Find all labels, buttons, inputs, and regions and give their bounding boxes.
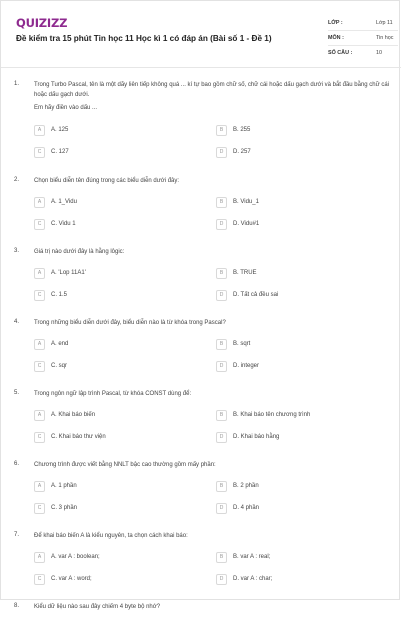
option-letter-box: B bbox=[216, 552, 227, 563]
option-letter-box: A bbox=[34, 197, 45, 208]
option-letter-box: C bbox=[34, 147, 45, 158]
option-text: D. 257 bbox=[233, 148, 251, 155]
option-letter-box: D bbox=[216, 574, 227, 585]
quizizz-logo: QUIZIZZ bbox=[16, 16, 68, 30]
meta-key: SỐ CÂU : bbox=[328, 50, 353, 56]
question-item bbox=[1, 172, 401, 243]
option-text: A. 125 bbox=[51, 126, 69, 133]
option-text: C. Khai báo thư viện bbox=[51, 433, 106, 440]
option-letter-box: C bbox=[34, 361, 45, 372]
option-text: A. 1_Vidu bbox=[51, 198, 77, 205]
meta-value: 10 bbox=[376, 50, 382, 56]
option-letter-box: C bbox=[34, 290, 45, 301]
option-text: C. sqr bbox=[51, 362, 68, 369]
question-text: Kiểu dữ liệu nào sau đây chiếm 4 byte bộ nhớ? bbox=[34, 604, 161, 610]
option-letter-box: B bbox=[216, 268, 227, 279]
option-text: B. Khai báo tên chương trình bbox=[233, 411, 311, 418]
option-text: A. 'Lop 11A1' bbox=[51, 269, 86, 276]
option-letter-box: D bbox=[216, 147, 227, 158]
option-text: B. 255 bbox=[233, 126, 251, 133]
question-item bbox=[1, 385, 401, 456]
question-list bbox=[1, 76, 401, 638]
option-letter-box: A bbox=[34, 268, 45, 279]
option-letter-box: C bbox=[34, 503, 45, 514]
question-instruction: Em hãy điền vào dấu ... bbox=[34, 105, 98, 111]
meta-row-class bbox=[328, 16, 398, 31]
option-text: D. Khai báo hằng bbox=[233, 433, 280, 440]
option-text: D. integer bbox=[233, 362, 260, 369]
meta-key: LỚP : bbox=[328, 20, 343, 26]
question-number: 4. bbox=[14, 319, 20, 325]
option-text: A. Khai báo biến bbox=[51, 411, 96, 418]
header-divider bbox=[1, 67, 401, 68]
option-text: C. 127 bbox=[51, 148, 69, 155]
option-letter-box: D bbox=[216, 432, 227, 443]
option-text: B. Vidu_1 bbox=[233, 198, 259, 205]
question-item bbox=[1, 243, 401, 314]
option-text: A. end bbox=[51, 340, 69, 347]
meta-row-question-count bbox=[328, 46, 398, 61]
option-text: C. 3 phần bbox=[51, 504, 78, 511]
option-text: A. var A : boolean; bbox=[51, 553, 100, 560]
question-item bbox=[1, 314, 401, 385]
worksheet-header bbox=[13, 13, 394, 59]
question-number: 8. bbox=[14, 603, 20, 609]
question-number: 6. bbox=[14, 461, 20, 467]
option-text: C. 1.5 bbox=[51, 291, 68, 298]
meta-value: Tin học bbox=[376, 35, 394, 41]
option-letter-box: B bbox=[216, 481, 227, 492]
option-text: D. Vidu#1 bbox=[233, 220, 260, 227]
option-text: D. Tất cả đều sai bbox=[233, 291, 279, 298]
question-number: 3. bbox=[14, 248, 20, 254]
option-text: D. var A : char; bbox=[233, 575, 273, 582]
meta-value: Lớp 11 bbox=[376, 20, 393, 26]
meta-key: MÔN : bbox=[328, 35, 344, 41]
option-text: D. 4 phần bbox=[233, 504, 260, 511]
option-text: B. var A : real; bbox=[233, 553, 271, 560]
question-text: Trong những biểu diễn dưới đây, biểu diễn nào là từ khóa trong Pascal? bbox=[34, 320, 226, 326]
option-letter-box: A bbox=[34, 481, 45, 492]
option-text: A. 1 phần bbox=[51, 482, 77, 489]
page-title: Đề kiểm tra 15 phút Tin học 11 Học kì 1 có đáp án (Bài số 1 - Đề 1) bbox=[16, 34, 272, 43]
option-letter-box: B bbox=[216, 339, 227, 350]
question-number: 2. bbox=[14, 177, 20, 183]
meta-info-table bbox=[328, 16, 398, 61]
question-text: Chương trình được viết bằng NNLT bậc cao thường gồm mấy phần: bbox=[34, 462, 216, 468]
question-item bbox=[1, 598, 401, 638]
option-text: B. sqrt bbox=[233, 340, 251, 347]
option-letter-box: B bbox=[216, 197, 227, 208]
option-letter-box: B bbox=[216, 125, 227, 136]
option-text: B. TRUE bbox=[233, 269, 257, 276]
option-letter-box: D bbox=[216, 219, 227, 230]
option-letter-box: C bbox=[34, 219, 45, 230]
question-item bbox=[1, 456, 401, 527]
question-item bbox=[1, 527, 401, 598]
option-text: C. var A : word; bbox=[51, 575, 92, 582]
question-item bbox=[1, 76, 401, 172]
option-letter-box: C bbox=[34, 574, 45, 585]
option-letter-box: A bbox=[34, 125, 45, 136]
question-text: Giá trị nào dưới đây là hằng lôgic: bbox=[34, 249, 125, 255]
option-letter-box: B bbox=[216, 410, 227, 421]
question-number: 7. bbox=[14, 532, 20, 538]
option-text: C. Vidu 1 bbox=[51, 220, 76, 227]
option-letter-box: A bbox=[34, 552, 45, 563]
option-letter-box: A bbox=[34, 339, 45, 350]
meta-row-subject bbox=[328, 31, 398, 46]
question-number: 1. bbox=[14, 81, 20, 87]
question-text: Trong Turbo Pascal, tên là một dãy liên tiếp không quá ... kí tự bao gồm chữ số, chữ cái hoặc dấu gạch dưới và bắt đầu bằng chữ cái hoặc dấu gạch dưới. bbox=[34, 82, 389, 98]
option-letter-box: D bbox=[216, 361, 227, 372]
option-letter-box: A bbox=[34, 410, 45, 421]
option-letter-box: D bbox=[216, 290, 227, 301]
question-text: Chọn biểu diễn tên đúng trong các biểu diễn dưới đây: bbox=[34, 178, 180, 184]
option-text: B. 2 phần bbox=[233, 482, 259, 489]
question-text: Để khai báo biến A là kiểu nguyên, ta chọn cách khai báo: bbox=[34, 533, 188, 539]
question-text: Trong ngôn ngữ lập trình Pascal, từ khóa CONST dùng để: bbox=[34, 391, 192, 397]
option-letter-box: D bbox=[216, 503, 227, 514]
question-number: 5. bbox=[14, 390, 20, 396]
option-letter-box: C bbox=[34, 432, 45, 443]
